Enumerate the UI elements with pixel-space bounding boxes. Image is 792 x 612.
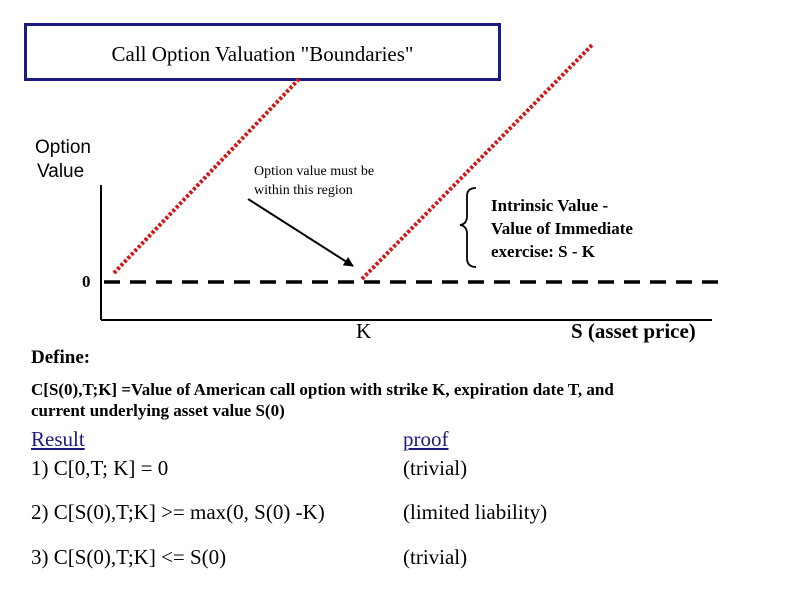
k-label: K <box>356 319 372 343</box>
zero-label: 0 <box>82 272 91 291</box>
result-header-text: Result <box>31 427 85 451</box>
y-axis-label-line1: Option <box>35 137 91 158</box>
define-line1: C[S(0),T;K] =Value of American call option with strike K, expiration date T, and <box>31 380 614 399</box>
result-2: 2) C[S(0),T;K] >= max(0, S(0) -K) <box>31 500 325 524</box>
result-3: 3) C[S(0),T;K] <= S(0) <box>31 545 227 569</box>
y-axis-label-line2: Value <box>37 161 85 182</box>
region-note-line1: Option value must be <box>254 164 375 179</box>
result-header <box>31 427 399 452</box>
intrinsic-brace <box>460 188 476 267</box>
y-axis-label <box>35 136 91 184</box>
page-title: Call Option Valuation "Boundaries" <box>111 42 414 66</box>
proof-3: (trivial) <box>403 545 468 569</box>
region-note <box>254 162 374 200</box>
region-arrow <box>248 199 353 266</box>
intrinsic-note-line2: Value of Immediate <box>491 219 633 238</box>
x-axis-label: S (asset price) <box>571 319 696 343</box>
region-note-line2: within this region <box>254 183 353 198</box>
proof-1: (trivial) <box>403 456 468 480</box>
intrinsic-note <box>491 194 633 263</box>
define-heading: Define: <box>31 347 91 368</box>
proof-2: (limited liability) <box>403 500 548 524</box>
define-text <box>31 379 614 421</box>
proof-header: proof <box>403 427 449 451</box>
define-line2: current underlying asset value S(0) <box>31 401 285 420</box>
result-1: 1) C[0,T; K] = 0 <box>31 456 169 480</box>
intrinsic-note-line3: exercise: S - K <box>491 242 596 261</box>
intrinsic-note-line1: Intrinsic Value - <box>491 196 609 215</box>
